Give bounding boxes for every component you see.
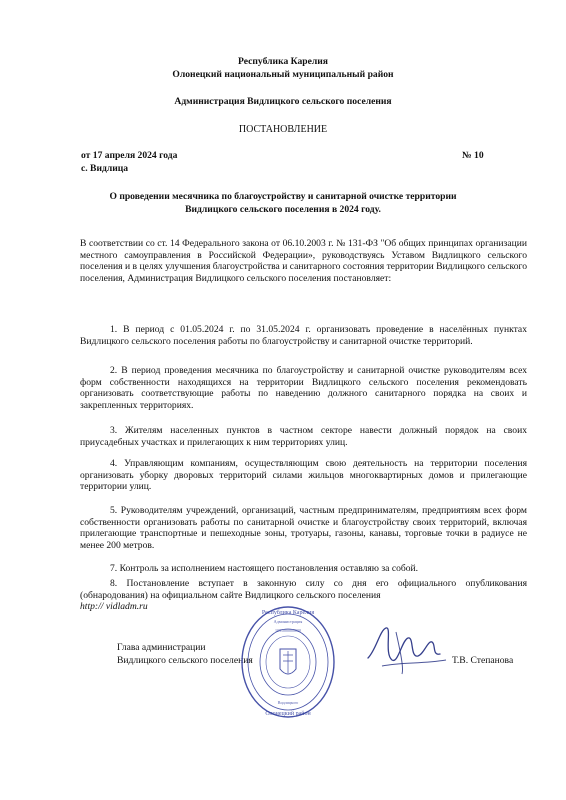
item-7: 7. Контроль за исполнением настоящего постановления оставляю за собой.: [110, 563, 419, 574]
subject-line-1: О проведении месячника по благоустройству и санитарной очистке территории: [109, 191, 457, 202]
header-administration: Администрация Видлицкого сельского поселения: [174, 96, 392, 107]
header-district: Олонецкий национальный муниципальный район: [172, 69, 394, 80]
doc-date: от 17 апреля 2024 года: [81, 150, 178, 161]
preamble: В соответствии со ст. 14 Федерального закона от 06.10.2003 г. № 131-ФЗ "Об общих принципах организации местного самоуправления в Российской Федерации», руководствуясь Уставом Видлицкого сельского поселения и в целях улучшения благоустройства и санитарного состояния территории Видлицкого сельского поселения, Администрация Видлицкого сельского поселения постановляет:: [80, 238, 527, 284]
item-3: 3. Жителям населенных пунктов в частном секторе навести должный порядок на своих приусадебных участках и прилегающих к ним территориях улиц.: [80, 425, 527, 448]
svg-text:Олонецкий район: Олонецкий район: [265, 711, 311, 717]
svg-text:Республика Карелия: Республика Карелия: [261, 610, 315, 616]
item-4: 4. Управляющим компаниям, осуществляющим свою деятельность на территории поселения организовать уборку дворовых территорий силами жильцов многоквартирных домов и прилегающие территории улиц.: [80, 458, 527, 493]
item-5: 5. Руководителям учреждений, организаций, частным предпринимателям, предприятиям всех форм собственности организовать работы по санитарной очистке и благоустройству своих территорий, включая прилегающие транспортные и пешеходные зоны, тротуары, газоны, канавы, торговые точки в радиусе не менее 200 метров.: [80, 505, 527, 551]
doc-number: № 10: [462, 150, 484, 161]
header-republic: Республика Карелия: [238, 56, 328, 67]
subject-line-2: Видлицкого сельского поселения в 2024 году.: [185, 204, 381, 215]
signatory-title-line-1: Глава администрации: [117, 642, 206, 653]
website-link[interactable]: http:// vidladm.ru: [80, 601, 148, 612]
svg-text:Видлицкого: Видлицкого: [277, 700, 299, 705]
item-1: 1. В период с 01.05.2024 г. по 31.05.2024 г. организовать проведение в населённых пунктах Видлицкого сельского поселения работы по благоустройству и санитарной очистке территорий.: [80, 324, 527, 347]
item-8: 8. Постановление вступает в законную силу со дня его официального опубликования (обнародования) на официальном сайте Видлицкого сельского поселения: [80, 578, 527, 601]
doc-place: с. Видлица: [81, 163, 129, 174]
svg-text:1051000000000: 1051000000000: [275, 628, 301, 633]
svg-text:Администрация: Администрация: [273, 619, 303, 624]
signatory-title-line-2: Видлицкого сельского поселения: [117, 655, 253, 666]
item-2: 2. В период проведения месячника по благоустройству и санитарной очистке руководителям всех форм собственности находящихся на территории Видлицкого сельского поселения рекомендовать организовать соответствующие работы по наведению должного санитарного порядка на своих и закрепленных территориях.: [80, 365, 527, 411]
handwritten-signature: [362, 610, 450, 682]
doc-type-title: ПОСТАНОВЛЕНИЕ: [238, 124, 328, 135]
signatory-name: Т.В. Степанова: [452, 655, 514, 666]
official-stamp: [238, 603, 338, 721]
